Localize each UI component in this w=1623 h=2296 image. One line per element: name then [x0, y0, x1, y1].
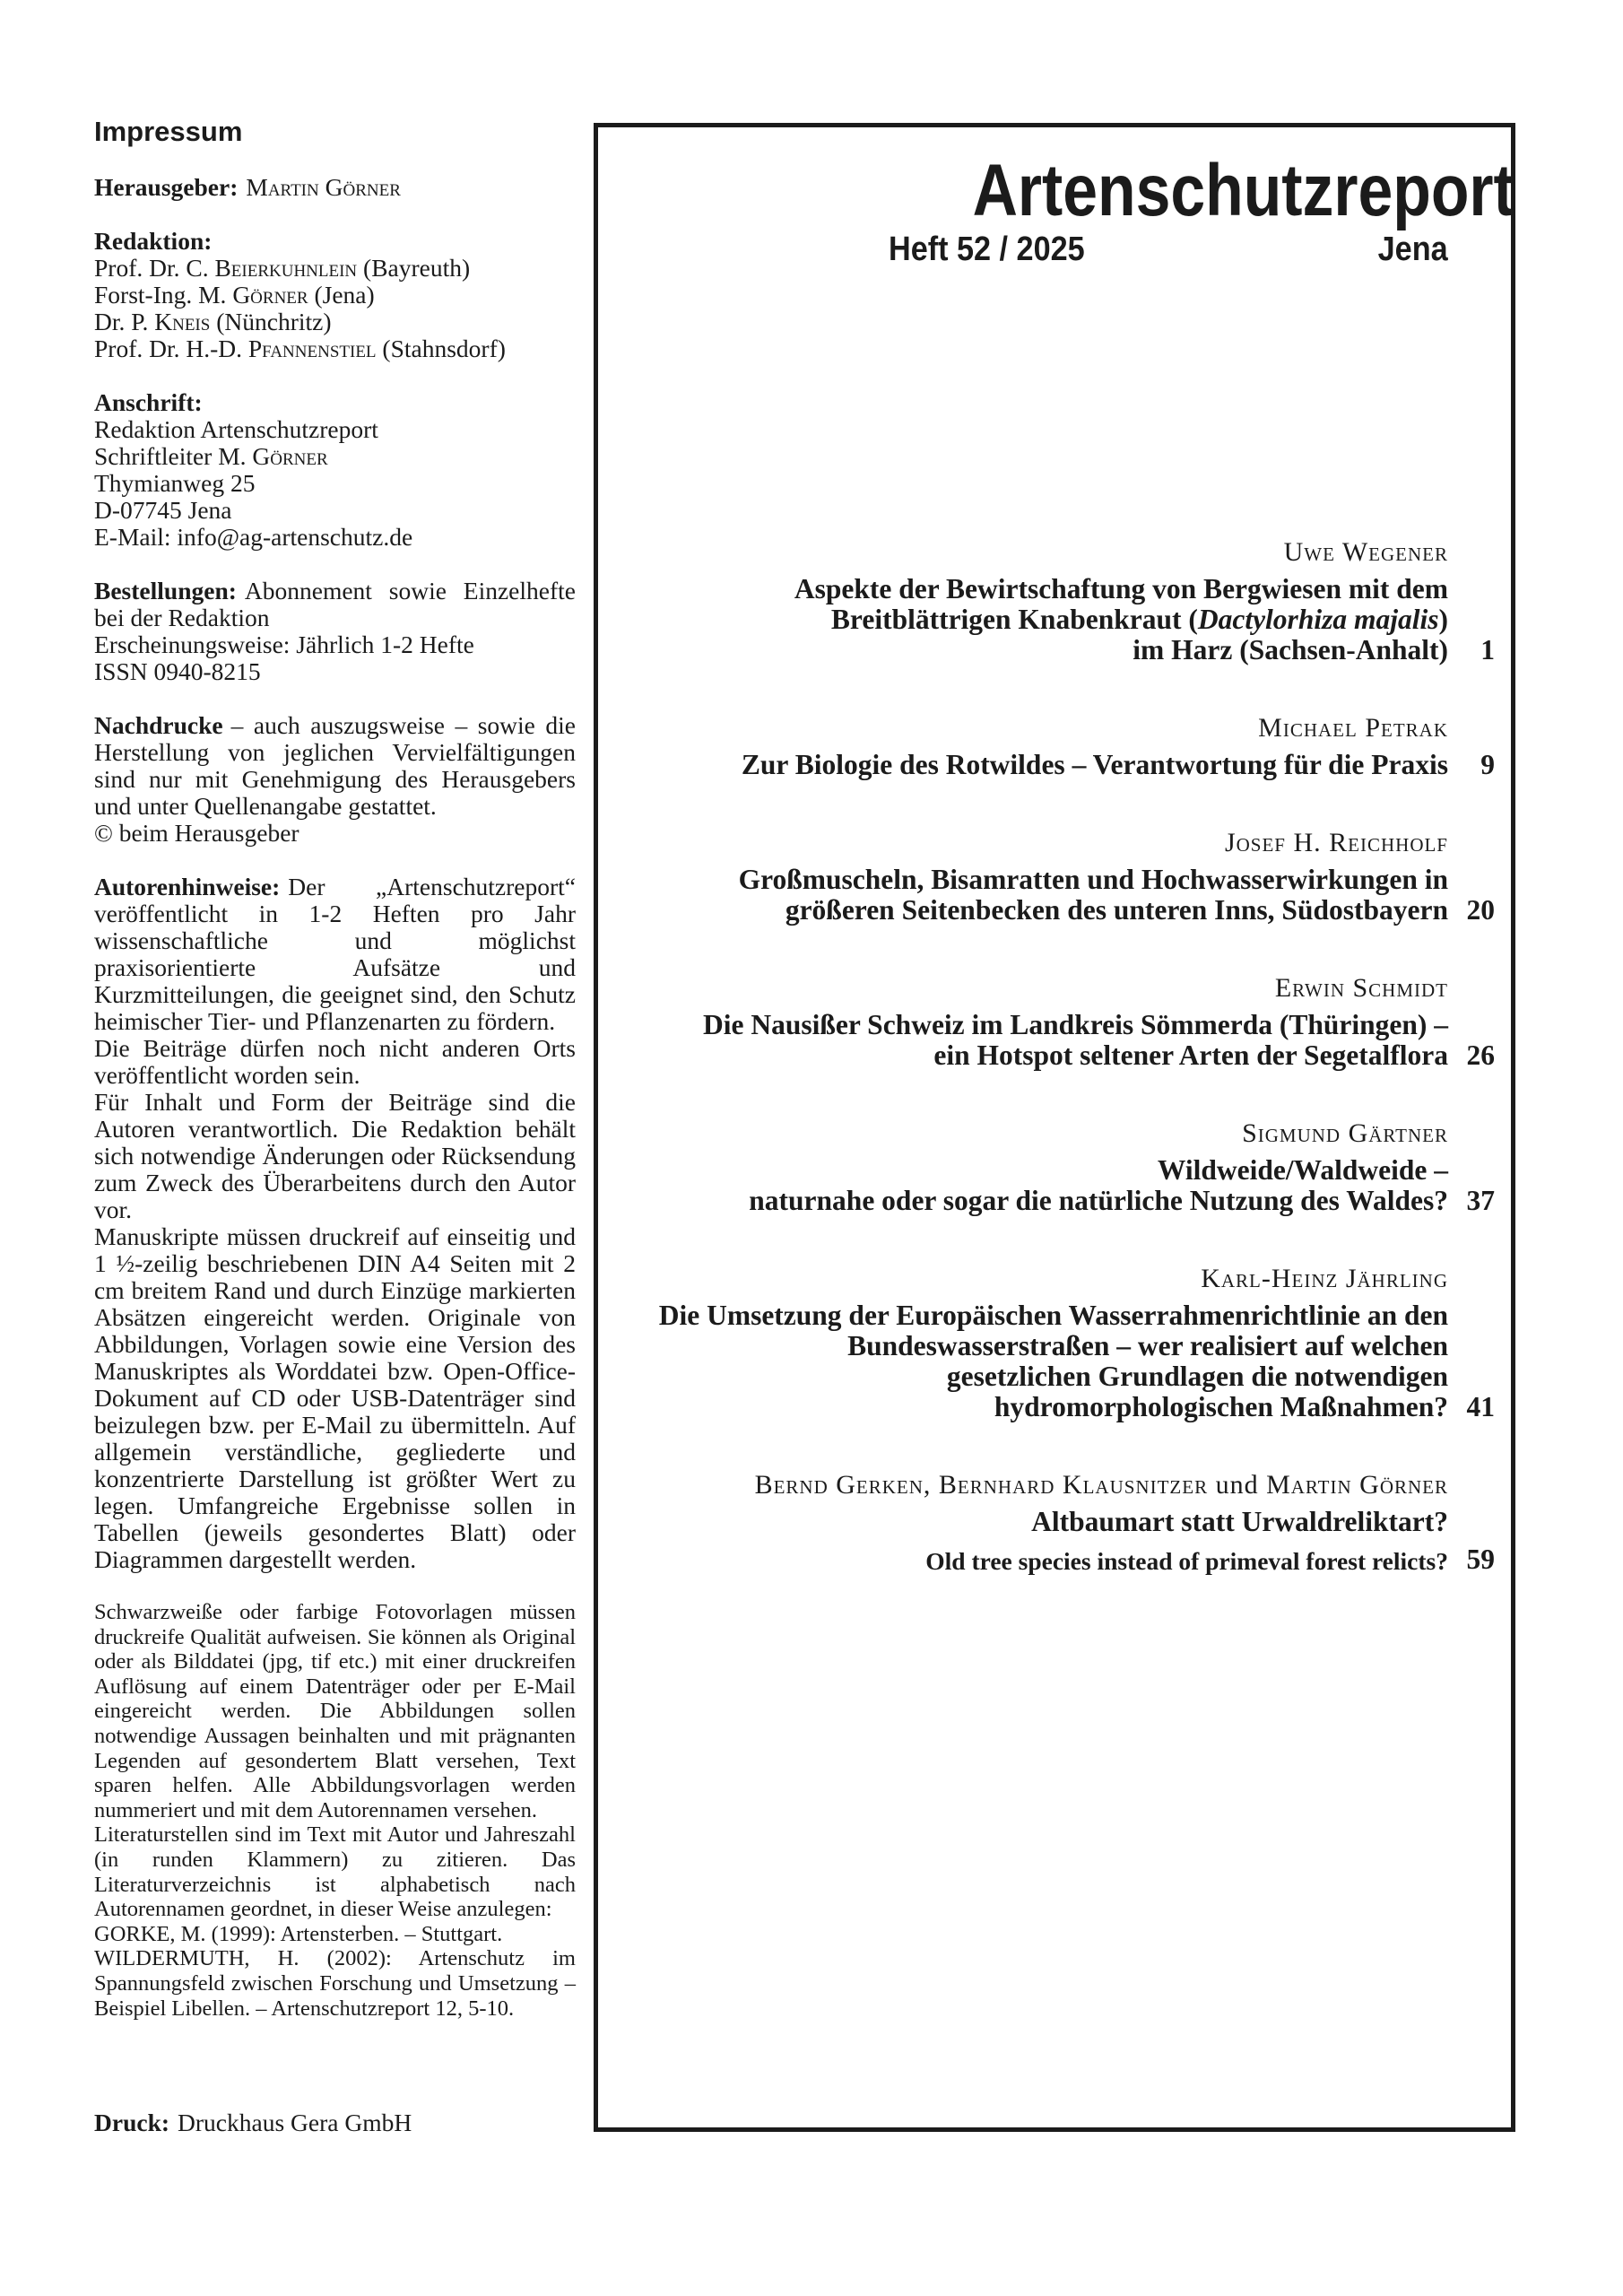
toc-title-line: Aspekte der Bewirtschaftung von Bergwiesen mit dem: [794, 573, 1448, 604]
toc-entry-title: [650, 1010, 1448, 1071]
toc-title-line: im Harz (Sachsen-Anhalt): [1133, 634, 1448, 665]
toc-entry-page-number: 1: [1480, 634, 1495, 665]
impressum-column: [94, 117, 576, 2021]
toc-entry-page-number: 9: [1480, 749, 1495, 780]
issn-line: ISSN 0940-8215: [94, 657, 261, 685]
toc-title-line: Wildweide/Waldweide –: [1157, 1154, 1448, 1186]
autorenhinweise-label: Autorenhinweise:: [94, 873, 281, 900]
herausgeber-label: Herausgeber:: [94, 173, 239, 201]
toc-entry: [650, 827, 1495, 926]
autorenhinweise-paragraph: Für Inhalt und Form der Beiträge sind die Autoren verantwortlich. Die Redaktion behält sich notwendige Änderungen oder Rücksendung zum Zweck des Überarbeitens durch den Autor vor.: [94, 1088, 576, 1223]
toc-title-line: Die Nausißer Schweiz im Landkreis Sömmerda (Thüringen) –: [703, 1009, 1448, 1040]
nachdrucke-section: Nachdrucke – auch auszugsweise – sowie die Herstellung von jeglichen Vervielfältigungen sind nur mit Genehmigung des Herausgebers und unter Quellenangabe gestattet. © beim Herausgeber: [94, 711, 576, 847]
autorenhinweise-section: [94, 874, 576, 1573]
toc-entry: [650, 1118, 1495, 1216]
toc-entry: [650, 972, 1495, 1071]
redaktion-member: Dr. P. Kneis (Nünchritz): [94, 308, 332, 335]
journal-city: Jena: [1378, 230, 1448, 268]
herausgeber-name: Martin Görner: [246, 173, 401, 201]
toc-entry-main: [650, 1469, 1448, 1575]
toc-entry-title: [650, 865, 1448, 926]
toc-entry: [650, 712, 1495, 780]
toc-title-line: gesetzlichen Grundlagen die notwendigen: [946, 1361, 1448, 1392]
toc-title-line: Breitblättrigen Knabenkraut (Dactylorhiza majalis): [830, 604, 1448, 635]
erscheinungsweise-line: Erscheinungsweise: Jährlich 1-2 Hefte: [94, 631, 474, 658]
toc-entry-main: [650, 1118, 1448, 1216]
toc-title-line: Die Umsetzung der Europäischen Wasserrahmenrichtlinie an den: [658, 1300, 1448, 1331]
hinweise-paragraph: Schwarzweiße oder farbige Fotovorlagen müssen druckreife Qualität aufweisen. Sie können als Original oder als Bilddatei (jpg, tif etc.) mit einer druckreifen Auflösung auf einem Datenträger oder per E-Mail eingereicht werden. Die Abbildungen sollen notwendige Aussagen beinhalten und mit prägnanten Legenden auf gesondertem Blatt versehen, Text sparen helfen. Alle Abbildungsvorlagen werden nummeriert und mit dem Autorennamen versehen.: [94, 1600, 576, 1822]
toc-title-line: naturnahe oder sogar die natürliche Nutzung des Waldes?: [749, 1185, 1448, 1216]
toc-entry-main: [650, 536, 1448, 665]
herausgeber-section: [94, 174, 576, 201]
bestellungen-label: Bestellungen:: [94, 577, 237, 604]
toc-entry-author: Karl-Heinz Jährling: [1201, 1264, 1448, 1293]
anschrift-line: Thymianweg 25: [94, 469, 256, 497]
toc-entry-page-number: 59: [1466, 1544, 1495, 1575]
anschrift-line: D-07745 Jena: [94, 496, 232, 524]
toc-entry-title: [650, 1155, 1448, 1216]
toc-entry-title: [650, 750, 1448, 780]
toc-entry-page-number: 37: [1466, 1185, 1495, 1216]
toc-entry-page-number: 26: [1466, 1039, 1495, 1071]
toc-entry-page-number: 41: [1466, 1391, 1495, 1422]
journal-issue: Heft 52 / 2025: [889, 230, 1085, 268]
toc-entry-author: Sigmund Gärtner: [1242, 1118, 1448, 1148]
bestellungen-section: Bestellungen: Abonnement sowie Einzelhefte bei der Redaktion Erscheinungsweise: Jährlich 1-2 Hefte ISSN 0940-8215: [94, 577, 576, 685]
toc-title-line: Großmuscheln, Bisamratten und Hochwasserwirkungen in: [738, 864, 1448, 895]
anschrift-section: [94, 389, 576, 551]
redaktion-member: Forst-Ing. M. Görner (Jena): [94, 281, 375, 309]
anschrift-line: Redaktion Artenschutzreport: [94, 415, 378, 443]
toc-entry-main: [650, 1263, 1448, 1422]
toc-entry-subtitle: Old tree species instead of primeval forest relicts?: [925, 1547, 1448, 1575]
redaktion-member: Prof. Dr. C. Beierkuhnlein (Bayreuth): [94, 254, 471, 282]
toc-entry-main: [650, 712, 1448, 780]
journal-subheader: [889, 230, 1448, 269]
anschrift-line: Schriftleiter M. Görner: [94, 442, 328, 470]
impressum-heading: Impressum: [94, 116, 243, 147]
journal-title: Artenschutzreport: [972, 150, 1515, 231]
redaktion-section: [94, 228, 576, 362]
toc-entry: [650, 1469, 1495, 1575]
anschrift-line: E-Mail: info@ag-artenschutz.de: [94, 523, 413, 551]
hinweise-paragraph: GORKE, M. (1999): Artensterben. – Stuttgart.: [94, 1921, 503, 1946]
druck-label: Druck:: [94, 2109, 170, 2136]
autorenhinweise-intro: Autorenhinweise: Der „Artenschutzreport“ veröffentlicht in 1-2 Heften pro Jahr wissenschaftliche und möglichst praxisorientierte Aufsätze und Kurzmitteilungen, die geeignet sind, den Schutz heimischer Tier- und Pflanzenarten zu fördern.: [94, 873, 576, 1035]
redaktion-heading: Redaktion:: [94, 227, 213, 255]
toc-entry-page-number: 20: [1466, 894, 1495, 926]
anschrift-heading: Anschrift:: [94, 388, 203, 416]
toc-title-line: größeren Seitenbecken des unteren Inns, Südostbayern: [785, 894, 1448, 926]
hinweise-paragraph: WILDERMUTH, H. (2002): Artenschutz im Spannungsfeld zwischen Forschung und Umsetzung – Beispiel Libellen. – Artenschutzreport 12, 5-10.: [94, 1946, 576, 2021]
druck-line: [94, 2109, 412, 2136]
toc-title-line: Bundeswasserstraßen – wer realisiert auf welchen: [847, 1330, 1448, 1361]
hinweise-paragraph: Literaturstellen sind im Text mit Autor und Jahreszahl (in runden Klammern) zu zitieren. Das Literaturverzeichnis ist alphabetisch nach Autorennamen geordnet, in dieser Weise anzulegen:: [94, 1822, 576, 1922]
toc-entry-title: [650, 1300, 1448, 1422]
autorenhinweise-paragraphs: [94, 1035, 576, 1573]
copyright-line: © beim Herausgeber: [94, 819, 299, 847]
journal-header: [889, 150, 1515, 269]
toc-list: [650, 536, 1495, 1622]
toc-entry-title: [650, 574, 1448, 665]
toc-entry: [650, 536, 1495, 665]
hinweise-small-paragraphs: [94, 1600, 576, 2021]
toc-box: [594, 123, 1515, 2132]
nachdrucke-label: Nachdrucke: [94, 711, 223, 739]
druck-text: Druckhaus Gera GmbH: [178, 2109, 412, 2136]
abbildungen-literatur-section: [94, 1600, 576, 2021]
toc-entry-author: Erwin Schmidt: [1274, 973, 1448, 1003]
toc-entry-author: Uwe Wegener: [1283, 537, 1448, 567]
toc-entry-author: Josef H. Reichholf: [1224, 828, 1448, 857]
toc-entry-main: [650, 827, 1448, 926]
toc-entry-title: [650, 1507, 1448, 1537]
toc-entry-main: [650, 972, 1448, 1071]
autorenhinweise-paragraph: Manuskripte müssen druckreif auf einseitig und 1 ½-zeilig beschriebenen DIN A4 Seiten mit 2 cm breitem Rand und durch Einzüge markierten Absätzen eingereicht werden. Originale von Abbildungen, Vorlagen sowie eine Version des Manuskriptes als Worddatei bzw. Open-Office-Dokument auf CD oder USB-Datenträger sind beizulegen bzw. per E-Mail zu übermitteln. Auf allgemein verständliche, gegliederte und konzentrierte Darstellung ist größter Wert zu legen. Umfangreiche Ergebnisse sollen in Tabellen (jeweils gesondertes Blatt) oder Diagrammen dargestellt werden.: [94, 1222, 576, 1573]
toc-entry-author: Bernd Gerken, Bernhard Klausnitzer und Martin Görner: [754, 1470, 1448, 1500]
toc-title-line: hydromorphologischen Maßnahmen?: [994, 1391, 1448, 1422]
toc-entry: [650, 1263, 1495, 1422]
toc-title-line: ein Hotspot seltener Arten der Segetalflora: [933, 1039, 1448, 1071]
redaktion-member: Prof. Dr. H.-D. Pfannenstiel (Stahnsdorf): [94, 335, 506, 362]
autorenhinweise-paragraph: Die Beiträge dürfen noch nicht anderen Orts veröffentlicht worden sein.: [94, 1034, 576, 1089]
toc-title-line: Zur Biologie des Rotwildes – Verantwortung für die Praxis: [741, 749, 1448, 780]
toc-title-line: Altbaumart statt Urwaldreliktart?: [1031, 1506, 1448, 1537]
toc-entry-author: Michael Petrak: [1258, 713, 1448, 743]
